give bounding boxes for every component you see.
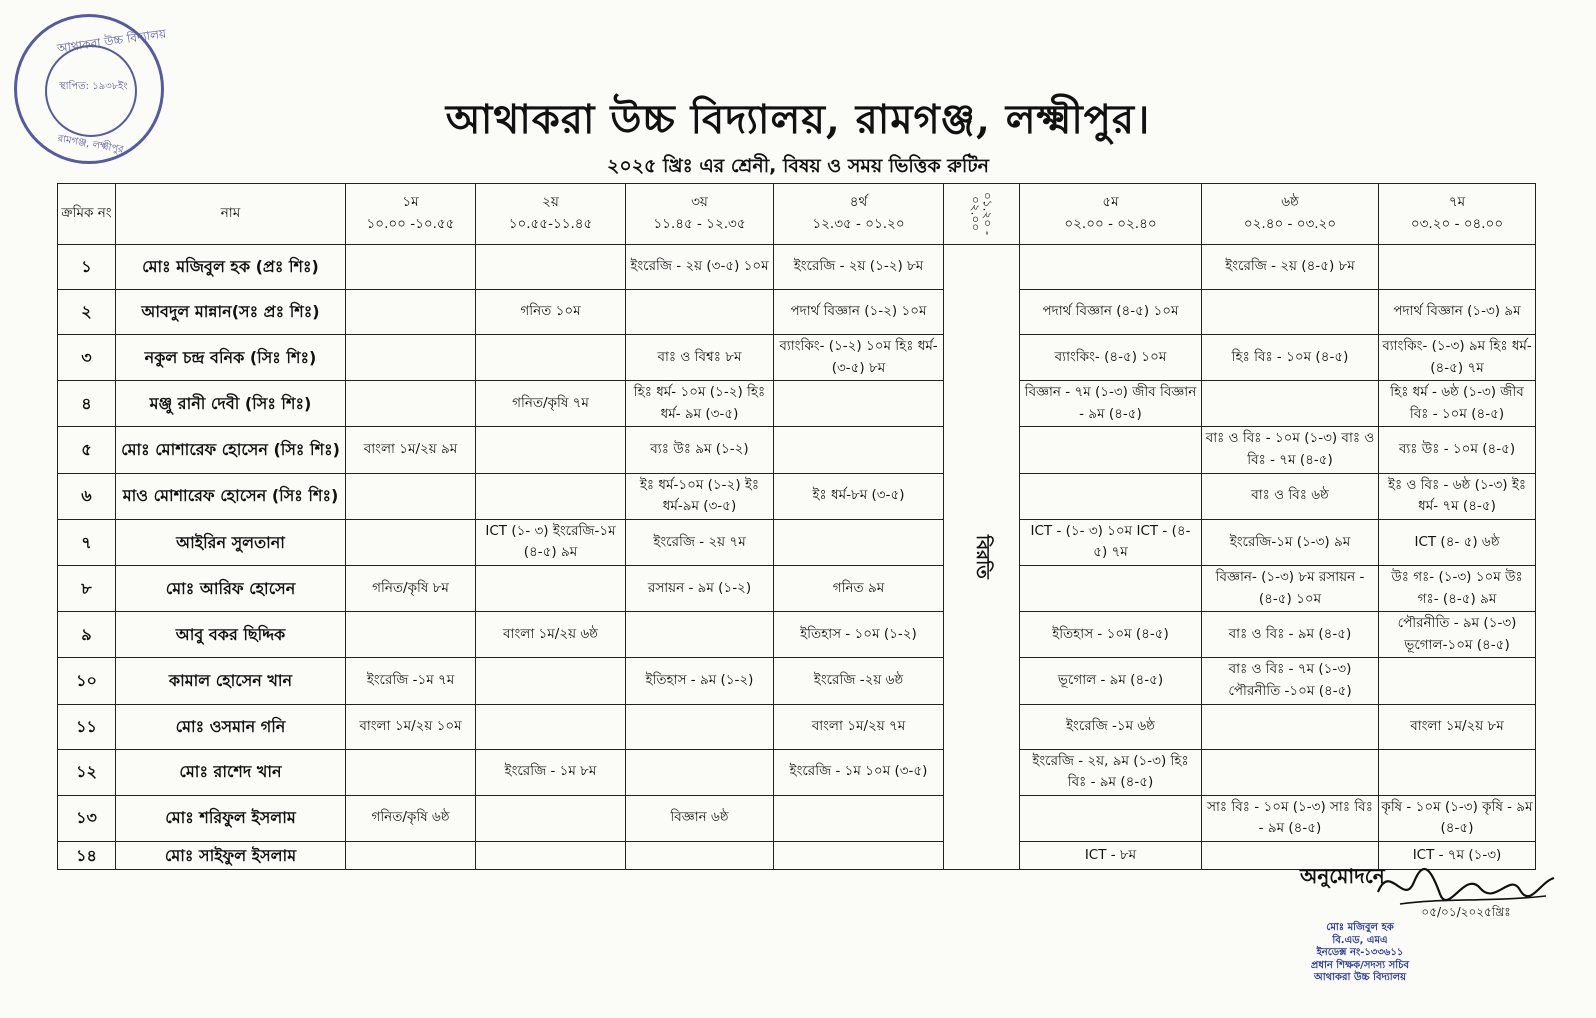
period-time: ০২.০০ - ০২.৪০ <box>1064 216 1157 232</box>
period-header-3 <box>626 184 774 245</box>
class-cell: ইঃ ধর্ম-১০ম (১-২) ইঃ ধর্ম-৯ম (৩-৫) <box>626 473 774 519</box>
serial-cell: ১৪ <box>58 841 116 870</box>
class-cell: ইংরেজি - ২য় (১-২) ৮ম <box>774 245 944 290</box>
table-row <box>58 473 1536 519</box>
class-cell: বাঃ ও বিঃ - ৯ম (৪-৫) <box>1202 612 1379 658</box>
break-time-header <box>944 184 1020 245</box>
class-cell: ইঃ ও বিঃ - ৬ষ্ঠ (১-৩) ইঃ ধর্ম- ৭ম (৪-৫) <box>1379 473 1536 519</box>
class-cell: পদার্থ বিজ্ঞান (১-২) ১০ম <box>774 290 944 335</box>
table-row <box>58 565 1536 611</box>
class-cell <box>626 290 774 335</box>
class-cell: ICT (১- ৩) ইংরেজি-১ম (৪-৫) ৯ম <box>476 519 626 565</box>
class-cell <box>476 841 626 870</box>
table-row <box>58 749 1536 795</box>
break-label: বিরতি <box>971 535 993 580</box>
class-cell: ব্যাংকিং- (১-২) ১০ম হিঃ ধর্ম-(৩-৫) ৮ম <box>774 335 944 381</box>
stamp-line: বি.এড, এমএ <box>1332 934 1388 946</box>
class-cell <box>476 658 626 704</box>
table-row <box>58 658 1536 704</box>
class-cell: গনিত ১০ম <box>476 290 626 335</box>
class-cell: পৌরনীতি - ৯ম (১-৩) ভূগোল-১০ম (৪-৫) <box>1379 612 1536 658</box>
teacher-name-cell: মোঃ রাশেদ খান <box>116 749 346 795</box>
teacher-name-cell: মঞ্জু রানী দেবী (সিঃ শিঃ) <box>116 381 346 427</box>
class-cell: ইতিহাস - ১০ম (৪-৫) <box>1020 612 1202 658</box>
class-cell <box>476 704 626 749</box>
class-cell <box>346 519 476 565</box>
class-cell <box>346 841 476 870</box>
break-column <box>944 245 1020 870</box>
class-cell: বাংলা ১ম/২য় ৯ম <box>346 427 476 473</box>
class-cell <box>774 519 944 565</box>
routine-body <box>58 245 1536 870</box>
class-cell: ICT - (১- ৩) ১০ম ICT - (৪- ৫) ৭ম <box>1020 519 1202 565</box>
class-cell: ইঃ ধর্ম-৮ম (৩-৫) <box>774 473 944 519</box>
header-row <box>58 184 1536 245</box>
class-cell <box>1379 658 1536 704</box>
class-cell <box>1202 704 1379 749</box>
teacher-name-cell: মোঃ মজিবুল হক (প্রঃ শিঃ) <box>116 245 346 290</box>
teacher-name-cell: মাও মোশারেফ হোসেন (সিঃ শিঃ) <box>116 473 346 519</box>
principal-signature <box>1370 852 1560 922</box>
routine-subtitle: ২০২৫ খ্রিঃ এর শ্রেনী, বিষয় ও সময় ভিত্তিক রুটিন <box>607 155 989 177</box>
class-cell: ইংরেজি-১ম (১-৩) ৯ম <box>1202 519 1379 565</box>
serial-cell: ৭ <box>58 519 116 565</box>
period-time: ১০.৫৫-১১.৪৫ <box>508 216 593 232</box>
stamp-line: আথাকরা উচ্চ বিদ্যালয় <box>1313 972 1407 983</box>
class-cell: হিঃ ধর্ম- ১০ম (১-২) হিঃ ধর্ম- ৯ম (৩-৫) <box>626 381 774 427</box>
class-cell <box>1379 749 1536 795</box>
class-cell: ইতিহাস - ১০ম (১-২) <box>774 612 944 658</box>
table-row <box>58 381 1536 427</box>
class-cell <box>1202 749 1379 795</box>
class-cell: বাংলা ১ম/২য় ৭ম <box>774 704 944 749</box>
table-row <box>58 245 1536 290</box>
class-cell: বাংলা ১ম/২য় ৬ষ্ঠ <box>476 612 626 658</box>
class-cell: বিজ্ঞান - ৭ম (১-৩) জীব বিজ্ঞান - ৯ম (৪-৫) <box>1020 381 1202 427</box>
serial-cell: ১১ <box>58 704 116 749</box>
table-row <box>58 335 1536 381</box>
class-cell: বাংলা ১ম/২য় ১০ম <box>346 704 476 749</box>
serial-cell: ৯ <box>58 612 116 658</box>
class-cell <box>1202 381 1379 427</box>
period-label: ৬ষ্ঠ <box>1281 194 1299 211</box>
class-cell <box>626 704 774 749</box>
class-cell: ইংরেজি -২য় ৬ষ্ঠ <box>774 658 944 704</box>
class-cell <box>626 841 774 870</box>
period-header-6 <box>1202 184 1379 245</box>
class-cell <box>346 381 476 427</box>
class-cell: ইংরেজি - ২য় (৪-৫) ৮ম <box>1202 245 1379 290</box>
class-cell: ইংরেজি - ২য়, ৯ম (১-৩) হিঃ বিঃ - ৯ম (৪-৫) <box>1020 749 1202 795</box>
period-header-5 <box>1020 184 1202 245</box>
class-cell: ইংরেজি -১ম ৬ষ্ঠ <box>1020 704 1202 749</box>
class-cell <box>476 427 626 473</box>
class-cell: ইংরেজি - ২য় ৭ম <box>626 519 774 565</box>
class-cell: ICT (৪- ৫) ৬ষ্ঠ <box>1379 519 1536 565</box>
approval-label: অনুমোদনে <box>1300 864 1385 888</box>
teacher-name-cell: আইরিন সুলতানা <box>116 519 346 565</box>
class-cell: ভূগোল - ৯ম (৪-৫) <box>1020 658 1202 704</box>
class-cell: হিঃ বিঃ - ১০ম (৪-৫) <box>1202 335 1379 381</box>
class-cell: ইংরেজি -১ম ৭ম <box>346 658 476 704</box>
class-cell <box>626 612 774 658</box>
serial-header: ক্রমিক নং <box>58 184 116 245</box>
class-cell <box>1020 795 1202 841</box>
period-header-2 <box>476 184 626 245</box>
class-cell: ব্যঃ উঃ - ১০ম (৪-৫) <box>1379 427 1536 473</box>
period-label: ৫ম <box>1102 194 1119 211</box>
stamp-line: ইনডেক্স নং-১৩৩৬১১ <box>1316 947 1404 958</box>
teacher-name-cell: মোঃ আরিফ হোসেন <box>116 565 346 611</box>
period-time: ১০.০০ -১০.৫৫ <box>366 216 455 232</box>
serial-cell: ৫ <box>58 427 116 473</box>
serial-cell: ১৩ <box>58 795 116 841</box>
class-cell: কৃষি - ১০ম (১-৩) কৃষি - ৯ম (৪-৫) <box>1379 795 1536 841</box>
stamp-line: মোঃ মজিবুল হক <box>1326 922 1394 933</box>
name-header: নাম <box>116 184 346 245</box>
class-cell: ICT - ৭ম (১-৩) <box>1379 841 1536 870</box>
class-cell: গনিত/কৃষি ৭ম <box>476 381 626 427</box>
period-header-4 <box>774 184 944 245</box>
class-cell: ব্যাংকিং- (৪-৫) ১০ম <box>1020 335 1202 381</box>
teacher-name-cell: আবু বকর ছিদ্দিক <box>116 612 346 658</box>
period-label: ২য় <box>542 194 559 211</box>
break-time: ০১.২০ - ০২.০০ <box>968 192 995 236</box>
signature-date: ০৫/০১/২০২৫খ্রিঃ <box>1421 905 1511 919</box>
class-cell: রসায়ন - ৯ম (১-২) <box>626 565 774 611</box>
serial-cell: ১ <box>58 245 116 290</box>
class-cell: গনিত ৯ম <box>774 565 944 611</box>
serial-cell: ৮ <box>58 565 116 611</box>
class-cell: গনিত/কৃষি ৬ষ্ঠ <box>346 795 476 841</box>
serial-cell: ২ <box>58 290 116 335</box>
serial-cell: ৪ <box>58 381 116 427</box>
class-cell: বাঃ ও বিশ্বঃ ৮ম <box>626 335 774 381</box>
table-row <box>58 704 1536 749</box>
class-cell <box>1379 245 1536 290</box>
seal-mid-text: স্থাপিত: ১৯৩৮ইং <box>59 81 128 92</box>
class-cell <box>476 335 626 381</box>
class-cell <box>1020 473 1202 519</box>
class-cell <box>1020 427 1202 473</box>
table-row <box>58 519 1536 565</box>
period-time: ০২.৪০ - ০৩.২০ <box>1243 216 1337 232</box>
period-header-1 <box>346 184 476 245</box>
class-cell: উঃ গঃ- (১-৩) ১০ম উঃ গঃ- (৪-৫) ৯ম <box>1379 565 1536 611</box>
class-cell: পদার্থ বিজ্ঞান (১-৩) ৯ম <box>1379 290 1536 335</box>
period-time: ১২.৩৫ - ০১.২০ <box>812 216 905 232</box>
routine-table <box>57 183 1536 870</box>
class-cell: ইংরেজি - ১ম ৮ম <box>476 749 626 795</box>
period-time: ০৩.২০ - ০৪.০০ <box>1410 216 1504 232</box>
class-cell: বিজ্ঞান- (১-৩) ৮ম রসায়ন - (৪-৫) ১০ম <box>1202 565 1379 611</box>
table-row <box>58 795 1536 841</box>
class-cell <box>1020 245 1202 290</box>
class-cell: বাংলা ১ম/২য় ৮ম <box>1379 704 1536 749</box>
class-cell: ব্যাংকিং- (১-৩) ৯ম হিঃ ধর্ম-(৪-৫) ৭ম <box>1379 335 1536 381</box>
class-cell: হিঃ ধর্ম - ৬ষ্ঠ (১-৩) জীব বিঃ - ১০ম (৪-৫) <box>1379 381 1536 427</box>
class-cell <box>774 795 944 841</box>
class-cell: ICT - ৮ম <box>1020 841 1202 870</box>
teacher-name-cell: মোঃ সাইফুল ইসলাম <box>116 841 346 870</box>
class-cell: ইংরেজি - ২য় (৩-৫) ১০ম <box>626 245 774 290</box>
class-cell <box>476 795 626 841</box>
class-cell: পদার্থ বিজ্ঞান (৪-৫) ১০ম <box>1020 290 1202 335</box>
class-cell: ইংরেজি - ১ম ১০ম (৩-৫) <box>774 749 944 795</box>
class-cell <box>774 427 944 473</box>
class-cell: গনিত/কৃষি ৮ম <box>346 565 476 611</box>
teacher-name-cell: মোঃ ওসমান গনি <box>116 704 346 749</box>
class-cell <box>346 335 476 381</box>
serial-cell: ৬ <box>58 473 116 519</box>
class-cell <box>346 473 476 519</box>
class-cell <box>476 565 626 611</box>
class-cell: বাঃ ও বিঃ - ৭ম (১-৩) পৌরনীতি -১০ম (৪-৫) <box>1202 658 1379 704</box>
serial-cell: ১০ <box>58 658 116 704</box>
class-cell <box>774 381 944 427</box>
class-cell: ব্যঃ উঃ ৯ম (১-২) <box>626 427 774 473</box>
period-time: ১১.৪৫ - ১২.৩৫ <box>653 216 746 232</box>
teacher-name-cell: নকুল চন্দ্র বনিক (সিঃ শিঃ) <box>116 335 346 381</box>
class-cell <box>346 612 476 658</box>
seal-bottom-text: রামগঞ্জ, লক্ষ্মীপুর <box>56 133 125 156</box>
principal-stamp <box>1250 922 1470 985</box>
school-title: আথাকরা উচ্চ বিদ্যালয়, রামগঞ্জ, লক্ষ্মীপুর। <box>445 96 1151 143</box>
period-label: ১ম <box>402 194 419 211</box>
class-cell <box>346 290 476 335</box>
class-cell <box>476 245 626 290</box>
stamp-line: প্রধান শিক্ষক/সদস্য সচিব <box>1310 959 1410 971</box>
table-row <box>58 612 1536 658</box>
class-cell: বাঃ ও বিঃ ৬ষ্ঠ <box>1202 473 1379 519</box>
table-row <box>58 427 1536 473</box>
class-cell: বিজ্ঞান ৬ষ্ঠ <box>626 795 774 841</box>
serial-cell: ১২ <box>58 749 116 795</box>
class-cell <box>626 749 774 795</box>
class-cell <box>346 749 476 795</box>
class-cell <box>774 841 944 870</box>
teacher-name-cell: আবদুল মান্নান(সঃ প্রঃ শিঃ) <box>116 290 346 335</box>
period-label: ৩য় <box>691 194 708 211</box>
class-cell: ইতিহাস - ৯ম (১-২) <box>626 658 774 704</box>
table-row <box>58 290 1536 335</box>
class-cell: সাঃ বিঃ - ১০ম (১-৩) সাঃ বিঃ - ৯ম (৪-৫) <box>1202 795 1379 841</box>
period-label: ৭ম <box>1448 194 1466 211</box>
class-cell <box>346 245 476 290</box>
serial-cell: ৩ <box>58 335 116 381</box>
class-cell <box>1202 290 1379 335</box>
class-cell <box>476 473 626 519</box>
period-label: ৪র্থ <box>849 194 868 211</box>
teacher-name-cell: মোঃ শরিফুল ইসলাম <box>116 795 346 841</box>
teacher-name-cell: মোঃ মোশারেফ হোসেন (সিঃ শিঃ) <box>116 427 346 473</box>
class-cell <box>1020 565 1202 611</box>
teacher-name-cell: কামাল হোসেন খান <box>116 658 346 704</box>
seal-top-text: আথাকরা উচ্চ বিদ্যালয় <box>56 26 167 56</box>
class-cell: বাঃ ও বিঃ - ১০ম (১-৩) বাঃ ও বিঃ - ৭ম (৪-৫) <box>1202 427 1379 473</box>
period-header-7 <box>1379 184 1536 245</box>
